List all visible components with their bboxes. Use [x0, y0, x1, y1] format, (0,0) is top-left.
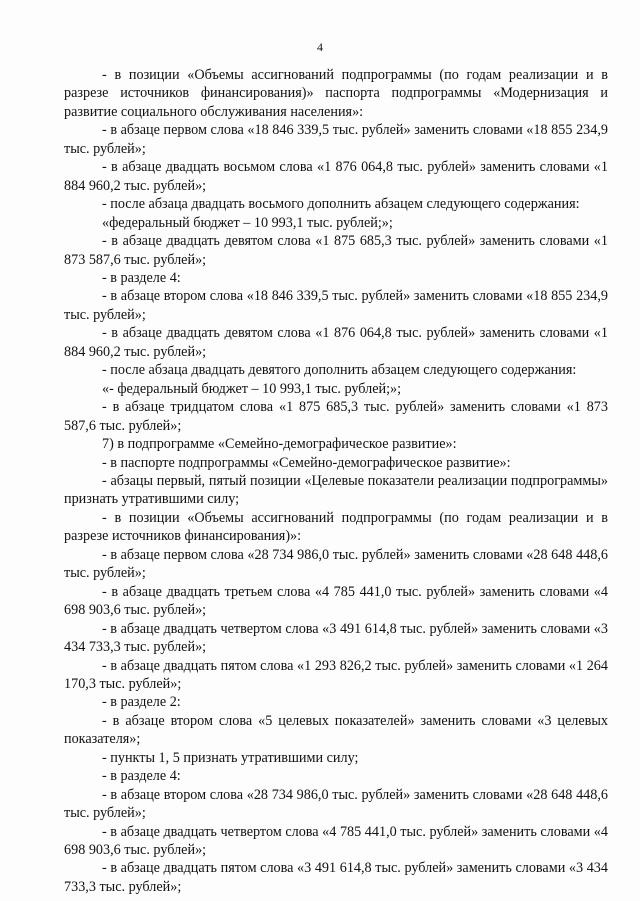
paragraph: - в абзаце втором слова «28 734 986,0 тыс. рублей» заменить словами «28 648 448,6 тыс. рублей»; — [64, 786, 608, 822]
paragraph: - в абзаце первом слова «18 846 339,5 тыс. рублей» заменить словами «18 855 234,9 тыс. рублей»; — [64, 122, 608, 157]
paragraph: - в паспорте подпрограммы «Семейно-демографическое развитие»: — [102, 454, 511, 471]
paragraph: - в абзаце втором слова «18 846 339,5 тыс. рублей» заменить словами «18 855 234,9 тыс. рублей»; — [64, 288, 608, 323]
paragraph: - в абзаце двадцать восьмом слова «1 876 064,8 тыс. рублей» заменить словами «1 884 960,2 тыс. рублей»; — [64, 159, 608, 194]
paragraph: «федеральный бюджет – 10 993,1 тыс. рублей;»; — [102, 214, 393, 231]
paragraph: - после абзаца двадцать девятого дополнить абзацем следующего содержания: — [102, 362, 577, 379]
paragraph: - в позиции «Объемы ассигнований подпрограммы (по годам реализации и в разрезе источников финансирования)» паспорта подпрограммы «Модернизация и развитие социального обслуживания населения»: — [64, 67, 608, 120]
paragraph: - в разделе 2: — [102, 694, 181, 711]
document-body — [64, 66, 608, 896]
paragraph: - в абзаце тридцатом слова «1 875 685,3 тыс. рублей» заменить словами «1 873 587,6 тыс. рублей»; — [64, 399, 608, 434]
paragraph: - абзацы первый, пятый позиции «Целевые показатели реализации подпрограммы» признать утратившими силу; — [64, 472, 608, 508]
paragraph: - в разделе 4: — [102, 269, 181, 286]
paragraph: «- федеральный бюджет – 10 993,1 тыс. рублей;»; — [102, 380, 402, 397]
paragraph: - пункты 1, 5 признать утратившими силу; — [102, 749, 359, 766]
paragraph: - в абзаце двадцать девятом слова «1 876 064,8 тыс. рублей» заменить словами «1 884 960,2 тыс. рублей»; — [64, 325, 608, 360]
paragraph: - в абзаце двадцать четвертом слова «3 491 614,8 тыс. рублей» заменить словами «3 434 733,3 тыс. рублей»; — [64, 620, 608, 656]
paragraph: - в абзаце двадцать пятом слова «3 491 614,8 тыс. рублей» заменить словами «3 434 733,3 тыс. рублей»; — [64, 860, 608, 895]
paragraph: - в позиции «Объемы ассигнований подпрограммы (по годам реализации и в разрезе источников финансирования)»: — [64, 509, 608, 545]
paragraph: - в абзаце двадцать четвертом слова «4 785 441,0 тыс. рублей» заменить словами «4 698 903,6 тыс. рублей»; — [64, 823, 608, 859]
paragraph: - в абзаце первом слова «28 734 986,0 тыс. рублей» заменить словами «28 648 448,6 тыс. рублей»; — [64, 546, 608, 582]
paragraph: - в абзаце втором слова «5 целевых показателей» заменить словами «3 целевых показателя»; — [64, 712, 608, 748]
paragraph: - в разделе 4: — [102, 768, 181, 785]
paragraph: 7) в подпрограмме «Семейно-демографическое развитие»: — [102, 436, 457, 453]
paragraph: - в абзаце двадцать девятом слова «1 875 685,3 тыс. рублей» заменить словами «1 873 587,6 тыс. рублей»; — [64, 233, 608, 268]
paragraph: - в абзаце двадцать пятом слова «1 293 826,2 тыс. рублей» заменить словами «1 264 170,3 тыс. рублей»; — [64, 657, 608, 692]
paragraph: - после абзаца двадцать восьмого дополнить абзацем следующего содержания: — [102, 196, 580, 213]
page-number: 4 — [317, 40, 323, 54]
paragraph: - в абзаце двадцать третьем слова «4 785 441,0 тыс. рублей» заменить словами «4 698 903,6 тыс. рублей»; — [64, 583, 608, 619]
